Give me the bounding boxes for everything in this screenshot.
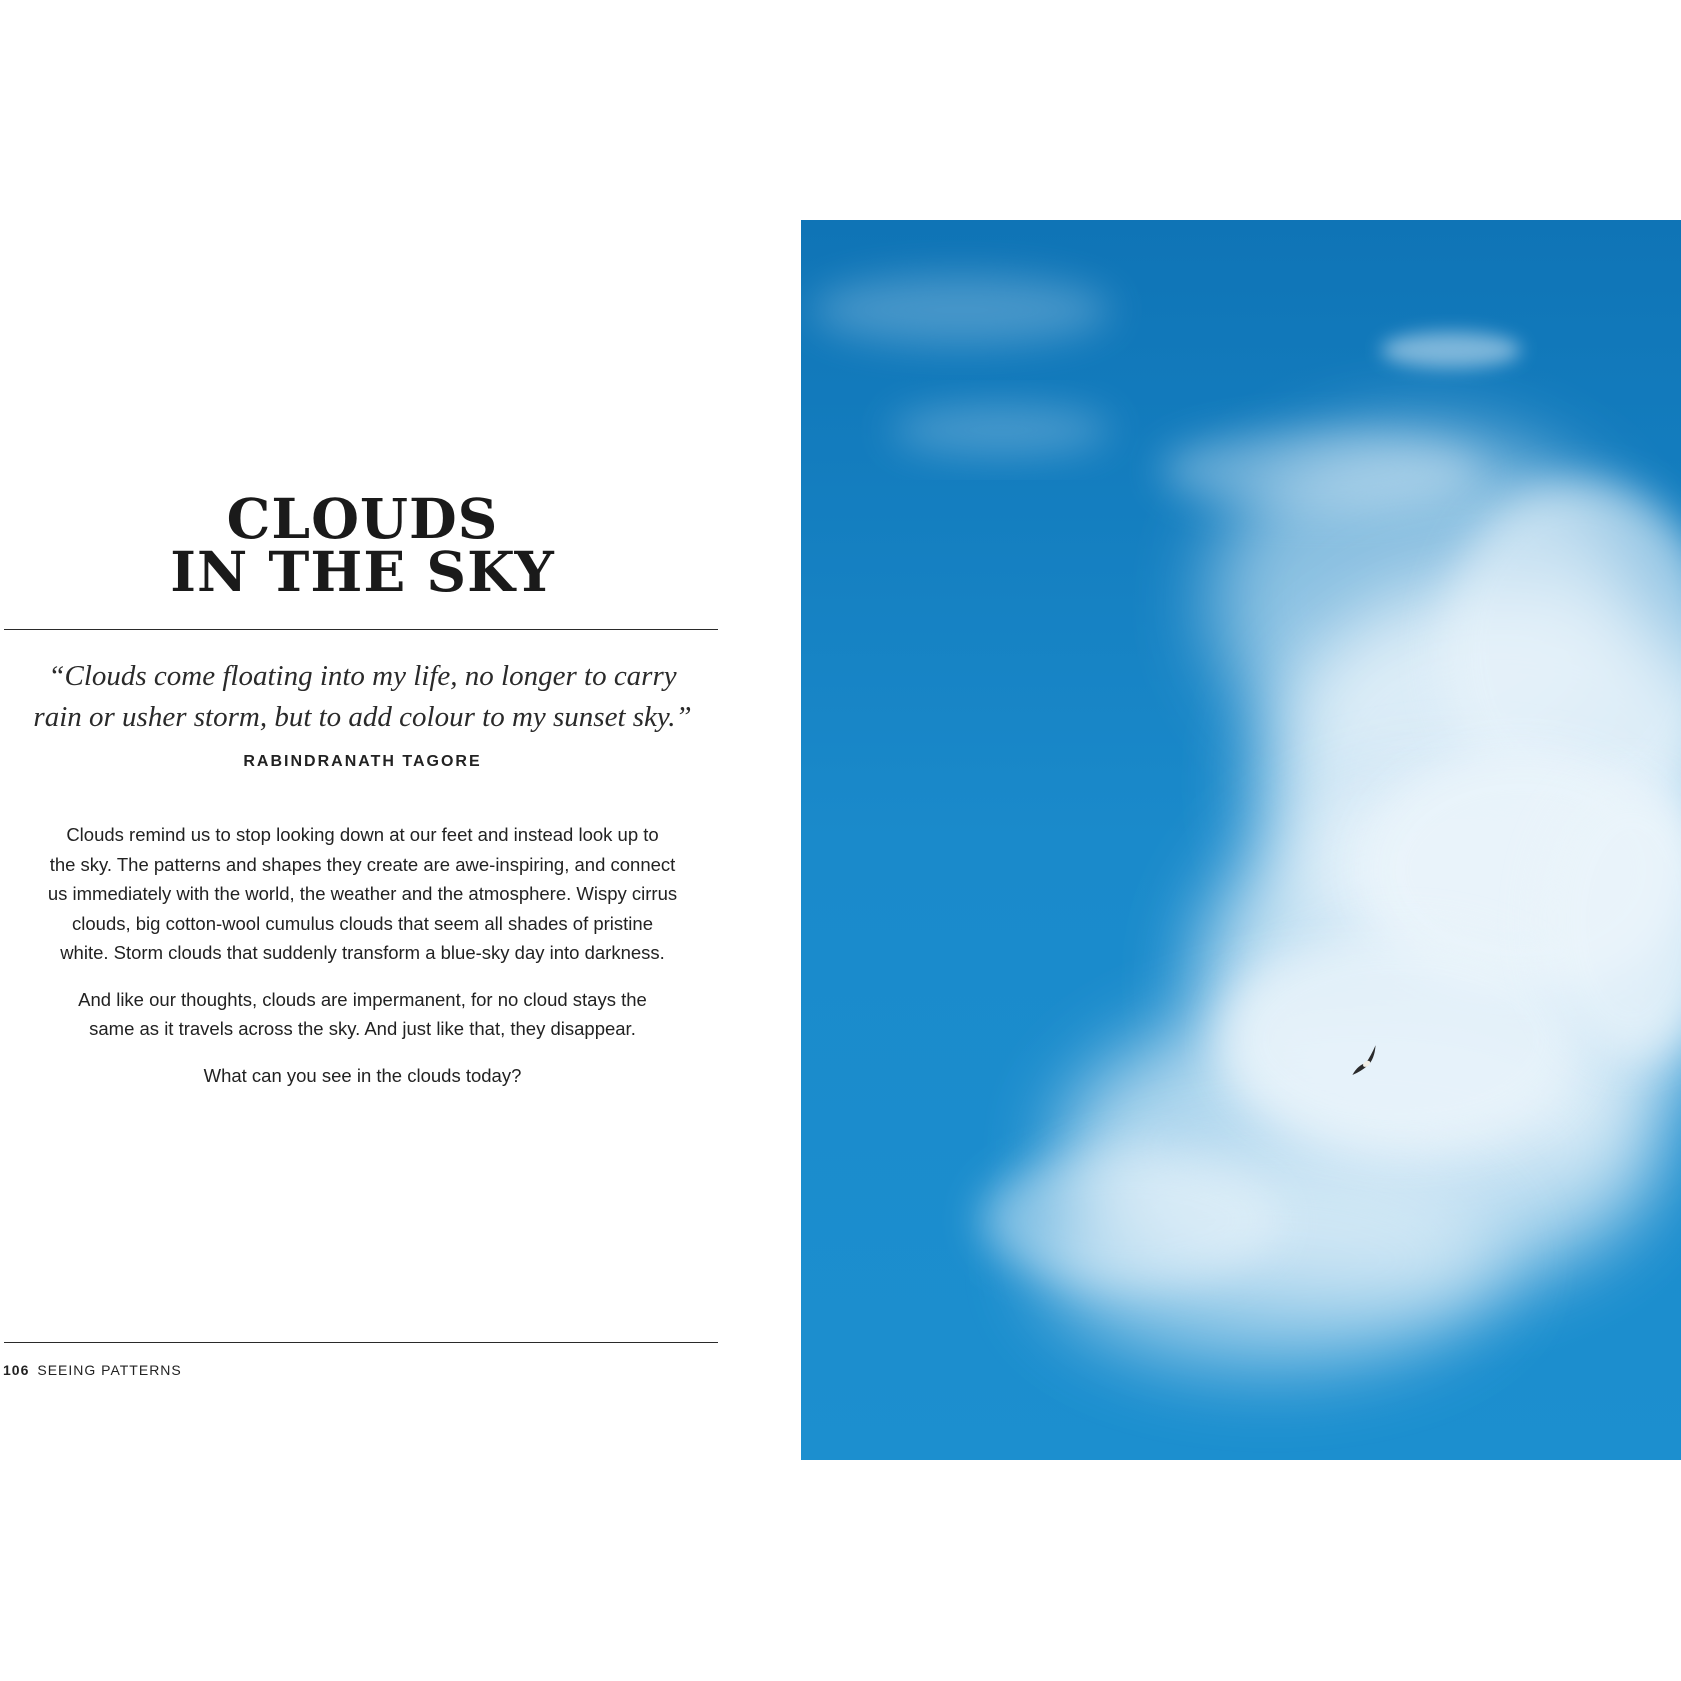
- bottom-divider: [4, 1342, 718, 1343]
- body-line: And like our thoughts, clouds are impermanent, for no cloud stays the: [78, 988, 647, 1010]
- page-title: [0, 486, 725, 604]
- sky-photo: [801, 220, 1681, 1460]
- quote-attribution: RABINDRANATH TAGORE: [243, 753, 482, 770]
- body-line: us immediately with the world, the weather and the atmosphere. Wispy cirrus: [47, 883, 678, 904]
- body-line: clouds, big cotton-wool cumulus clouds that seem all shades of pristine: [72, 912, 653, 934]
- body-line: What can you see in the clouds today?: [203, 1064, 522, 1086]
- page-number: 106: [3, 1362, 30, 1378]
- body-line: Clouds remind us to stop looking down at our feet and instead look up to: [66, 824, 659, 845]
- page-footer: [3, 1362, 182, 1378]
- quote-line-2: rain or usher storm, but to add colour to my sunset sky.”: [33, 701, 692, 733]
- body-line: the sky. The patterns and shapes they create are awe-inspiring, and connect: [49, 853, 676, 875]
- body-line: white. Storm clouds that suddenly transform a blue-sky day into darkness.: [60, 942, 665, 963]
- body-paragraph-1: [30, 820, 695, 968]
- body-paragraph-3: [30, 1061, 695, 1091]
- top-divider: [4, 629, 718, 630]
- epigraph-quote: [20, 656, 705, 738]
- body-paragraph-2: [30, 985, 695, 1044]
- body-line: same as it travels across the sky. And just like that, they disappear.: [89, 1018, 636, 1039]
- left-page: [0, 0, 725, 1681]
- sky-photo-graphic: [801, 220, 1681, 1460]
- title-line-2: IN THE SKY: [170, 539, 555, 604]
- body-text: [30, 820, 695, 1107]
- quote-line-1: “Clouds come floating into my life, no longer to carry: [48, 660, 677, 692]
- title-line-1: CLOUDS: [226, 486, 499, 551]
- section-name: SEEING PATTERNS: [37, 1362, 182, 1378]
